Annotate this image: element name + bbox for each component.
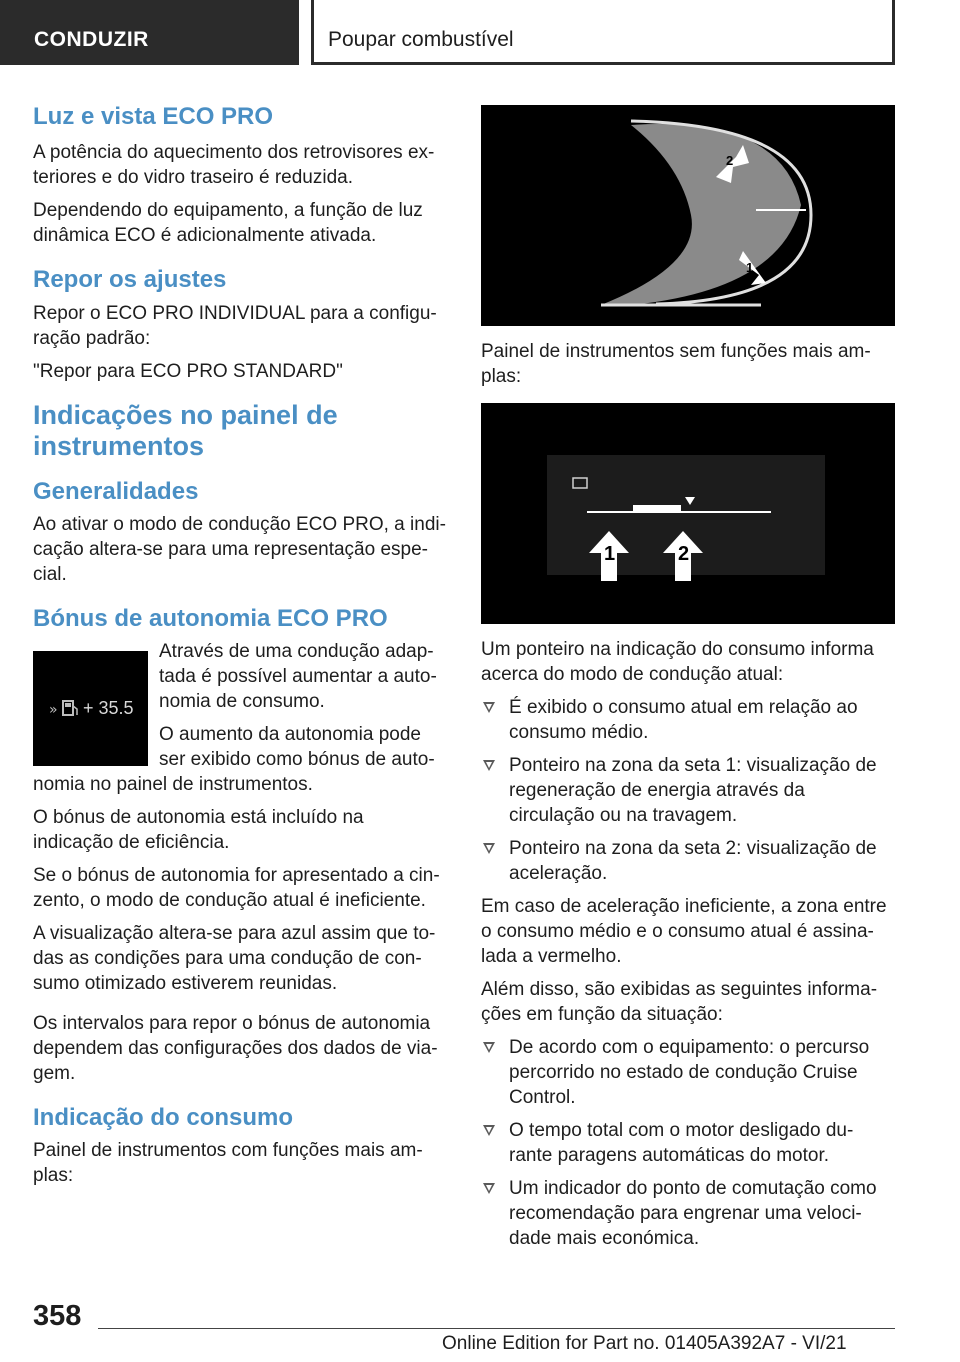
section-tab bbox=[0, 0, 299, 65]
page-number: 358 bbox=[33, 1300, 82, 1332]
triangle-bullet-icon bbox=[483, 843, 495, 854]
paragraph: O bónus de autonomia está incluído na indicação de eficiência. bbox=[33, 807, 364, 853]
gauge-arrow-2-label: 2 bbox=[726, 153, 734, 168]
paragraph: Os intervalos para repor o bónus de autonomia dependem das configurações dos dados de via-gem. bbox=[33, 1013, 438, 1084]
bar-arrow-2-label: 2 bbox=[678, 543, 690, 565]
paragraph: Em caso de aceleração ineficiente, a zona entre o consumo médio e o consumo atual é assina-lada a vermelho. bbox=[481, 896, 887, 967]
list-item-text: Ponteiro na zona da seta 1: visualização de regeneração de energia através da circulação ou na travagem. bbox=[509, 755, 877, 826]
list-item bbox=[481, 836, 895, 886]
paragraph: Um ponteiro na indicação do consumo informa acerca do modo de condução atual: bbox=[481, 639, 874, 685]
paragraph: Repor o ECO PRO INDIVIDUAL para a configu-ração padrão: bbox=[33, 303, 437, 349]
bar-arrow-1-label: 1 bbox=[604, 543, 616, 565]
instrument-cluster-bar-image bbox=[481, 403, 895, 624]
paragraph: Ao ativar o modo de condução ECO PRO, a indi-cação altera-se para uma representação espe-cial. bbox=[33, 514, 446, 585]
list-item bbox=[481, 753, 895, 828]
section-title: CONDUZIR bbox=[34, 28, 149, 51]
heading-generalidades: Generalidades bbox=[33, 478, 199, 505]
subsection-title: Poupar combustível bbox=[328, 28, 514, 51]
triangle-bullet-icon bbox=[483, 1042, 495, 1053]
triangle-bullet-icon bbox=[483, 1125, 495, 1136]
paragraph: Painel de instrumentos com funções mais am-plas: bbox=[33, 1140, 423, 1186]
triangle-bullet-icon bbox=[483, 702, 495, 713]
list-item bbox=[481, 1176, 895, 1251]
list-item bbox=[481, 1035, 895, 1110]
bullet-list bbox=[481, 1035, 895, 1251]
paragraph: Se o bónus de autonomia for apresentado a cin-zento, o modo de condução atual é ineficiente. bbox=[33, 865, 440, 911]
list-item-text: Um indicador do ponto de comutação como recomendação para engrenar uma veloci-dade mais económica. bbox=[509, 1178, 877, 1249]
heading-bonus-autonomia: Bónus de autonomia ECO PRO bbox=[33, 605, 388, 632]
list-item bbox=[481, 1118, 895, 1168]
heading-indicacoes-painel: Indicações no painel de instrumentos bbox=[33, 400, 338, 461]
paragraph: Dependendo do equipamento, a função de luz dinâmica ECO é adicionalmente ativada. bbox=[33, 200, 423, 246]
list-item-text: O tempo total com o motor desligado du-rante paragens automáticas do motor. bbox=[509, 1120, 854, 1166]
heading-luz-vista: Luz e vista ECO PRO bbox=[33, 103, 274, 130]
bullet-list bbox=[481, 695, 895, 886]
right-column bbox=[481, 100, 895, 1251]
subsection-header bbox=[311, 0, 895, 65]
heading-repor-ajustes: Repor os ajustes bbox=[33, 266, 227, 293]
paragraph: Além disso, são exibidas as seguintes informa-ções em função da situação: bbox=[481, 979, 878, 1025]
range-bonus-image bbox=[33, 651, 148, 766]
paragraph: O aumento da autonomia pode ser exibido como bónus de auto-nomia no painel de instrumentos. bbox=[33, 724, 435, 795]
range-bonus-value: + 35.5 bbox=[83, 698, 134, 718]
svg-text:»: » bbox=[49, 702, 58, 718]
list-item-text: Ponteiro na zona da seta 2: visualização de aceleração. bbox=[509, 838, 877, 884]
footer-divider bbox=[98, 1328, 895, 1329]
list-item-text: De acordo com o equipamento: o percurso percorrido no estado de condução Cruise Control. bbox=[509, 1037, 870, 1108]
left-column bbox=[33, 100, 449, 1188]
instrument-cluster-gauge-image bbox=[481, 105, 895, 326]
triangle-bullet-icon bbox=[483, 1183, 495, 1194]
paragraph: Através de uma condução adap-tada é possível aumentar a auto-nomia de consumo. bbox=[159, 641, 437, 712]
triangle-bullet-icon bbox=[483, 760, 495, 771]
paragraph: A potência do aquecimento dos retrovisores ex-teriores e do vidro traseiro é reduzida. bbox=[33, 142, 435, 188]
paragraph: "Repor para ECO PRO STANDARD" bbox=[33, 361, 343, 382]
list-item-text: É exibido o consumo atual em relação ao consumo médio. bbox=[509, 697, 858, 743]
heading-indicacao-consumo: Indicação do consumo bbox=[33, 1104, 294, 1131]
paragraph: A visualização altera-se para azul assim que to-das as condições para uma condução de con-sumo otimizado estiverem reunidas. bbox=[33, 923, 436, 994]
paragraph: Painel de instrumentos sem funções mais am-plas: bbox=[481, 341, 871, 387]
gauge-arrow-1-label: 1 bbox=[746, 260, 754, 275]
edition-footer: Online Edition for Part no. 01405A392A7 - VI/21 bbox=[442, 1333, 847, 1354]
list-item bbox=[481, 695, 895, 745]
